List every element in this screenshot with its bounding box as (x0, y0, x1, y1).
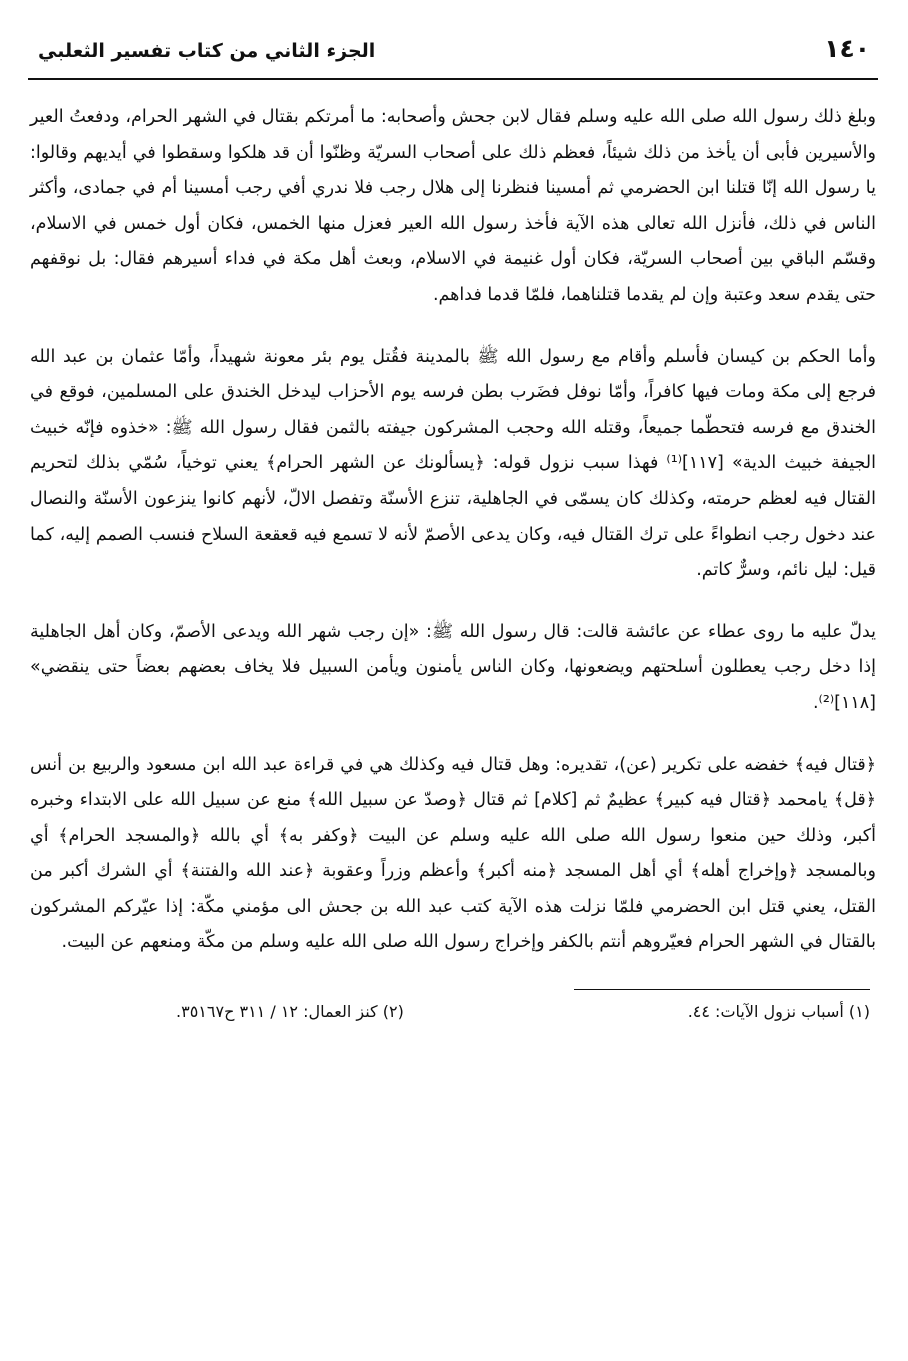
footnotes (28, 1002, 878, 1021)
running-title: الجزء الثاني من كتاب تفسير الثعلبي (38, 40, 376, 62)
footnote-divider (574, 989, 870, 990)
paragraph-1: وبلغ ذلك رسول الله صلى الله عليه وسلم فقال لابن جحش وأصحابه: ما أمرتكم بقتال في الشهر الحرام، ودفعتُ العير والأسيرين فأبى أن يأخذ من ذلك شيئاً، فعظم ذلك على أصحاب السريّة وظنّوا أن قد هلكوا وسقطوا في أيديهم وقالوا: يا رسول الله إنّا قتلنا ابن الحضرمي ثم أمسينا فنظرنا إلى هلال رجب فلا ندري أفي رجب أمسينا أم في جمادى، وأكثر الناس في ذلك، فأنزل الله تعالى هذه الآية فأخذ رسول الله العير فعزل منها الخمس، فكان أول خمس في الاسلام، وقسّم الباقي بين أصحاب السريّة، فكان أول غنيمة في الاسلام، وبعث أهل مكة في فداء أسيرهم فقال: بل نوقفهم حتى يقدم سعد وعتبة وإن لم يقدما قتلناهما، فلمّا قدما فداهم. (30, 107, 876, 305)
paragraph-3: يدلّ عليه ما روى عطاء عن عائشة قالت: قال رسول الله ﷺ: «إن رجب شهر الله ويدعى الأصمّ، وكان أهل الجاهلية إذا دخل رجب يعطلون أسلحتهم ويضعونها، وكان الناس يأمنون ويأمن السبيل فلا يخاف بعضهم بعضاً حتى ينقضي» [١١٨]⁽²⁾. (30, 621, 876, 713)
footnote-2: (٢) كنز العمال: ١٢ / ٣١١ ح٣٥١٦٧. (176, 1002, 404, 1022)
book-page (28, 22, 878, 1342)
page-body (28, 100, 878, 961)
paragraph-2: وأما الحكم بن كيسان فأسلم وأقام مع رسول الله ﷺ بالمدينة فقُتل يوم بئر معونة شهيداً، وأمّا عثمان بن عبد الله فرجع إلى مكة ومات فيها كافراً، وأمّا نوفل فضَرب بطن فرسه يوم الأحزاب ليدخل الخندق على المسلمين، فوقع في الخندق مع فرسه فتحطّما جميعاً، وقتله الله وحجب المشركون جيفته بالثمن فقال رسول الله ﷺ: «خذوه فإنّه خبيث الجيفة خبيث الدية» [١١٧]⁽¹⁾ فهذا سبب نزول قوله: ﴿يسألونك عن الشهر الحرام﴾ يعني توخياً، سُمّي بذلك لتحريم القتال فيه لعظم حرمته، وكذلك كان يسمّى في الجاهلية، تنزع الأسنّة وتفصل الالّ، لأنهم كانوا ينزعون الأسنّة والنصال عند دخول رجب انطواءً على ترك القتال فيه، وكان يدعى الأصمّ لأنه لا تسمع فيه قعقعة السلاح فنسب الصمم إليه، كما قيل: ليل نائم، وسرٌّ كاتم. (30, 346, 876, 581)
footnote-1: (١) أسباب نزول الآيات: ٤٤. (687, 1002, 870, 1022)
page-header (28, 22, 878, 80)
page-number: ١٤٠ (824, 34, 870, 63)
paragraph-4: ﴿قتال فيه﴾ خفضه على تكرير (عن)، تقديره: وهل قتال فيه وكذلك هي في قراءة عبد الله ابن مسعود والربيع بن أنس ﴿قل﴾ يامحمد ﴿قتال فيه كبير﴾ عظيمٌ ثم [كلام] ثم قتال ﴿وصدّ عن سبيل الله﴾ منع عن سبيل الله على الابتداء وخبره أكبر، وذلك حين منعوا رسول الله صلى الله عليه وسلم عن البيت ﴿وكفر به﴾ أي بالله ﴿والمسجد الحرام﴾ أي وبالمسجد ﴿وإخراج أهله﴾ أي أهل المسجد ﴿منه أكبر﴾ وأعظم وزراً وعقوبة ﴿عند الله والفتنة﴾ أي الشرك أكبر من القتل، يعني قتل ابن الحضرمي فلمّا نزلت هذه الآية كتب عبد الله بن جحش الى مؤمني مكّة: إذا عيّركم المشركون بالقتال في الشهر الحرام فعيّروهم أنتم بالكفر وإخراج رسول الله صلى الله عليه وسلم من مكّة ومنعهم عن البيت. (30, 754, 876, 953)
